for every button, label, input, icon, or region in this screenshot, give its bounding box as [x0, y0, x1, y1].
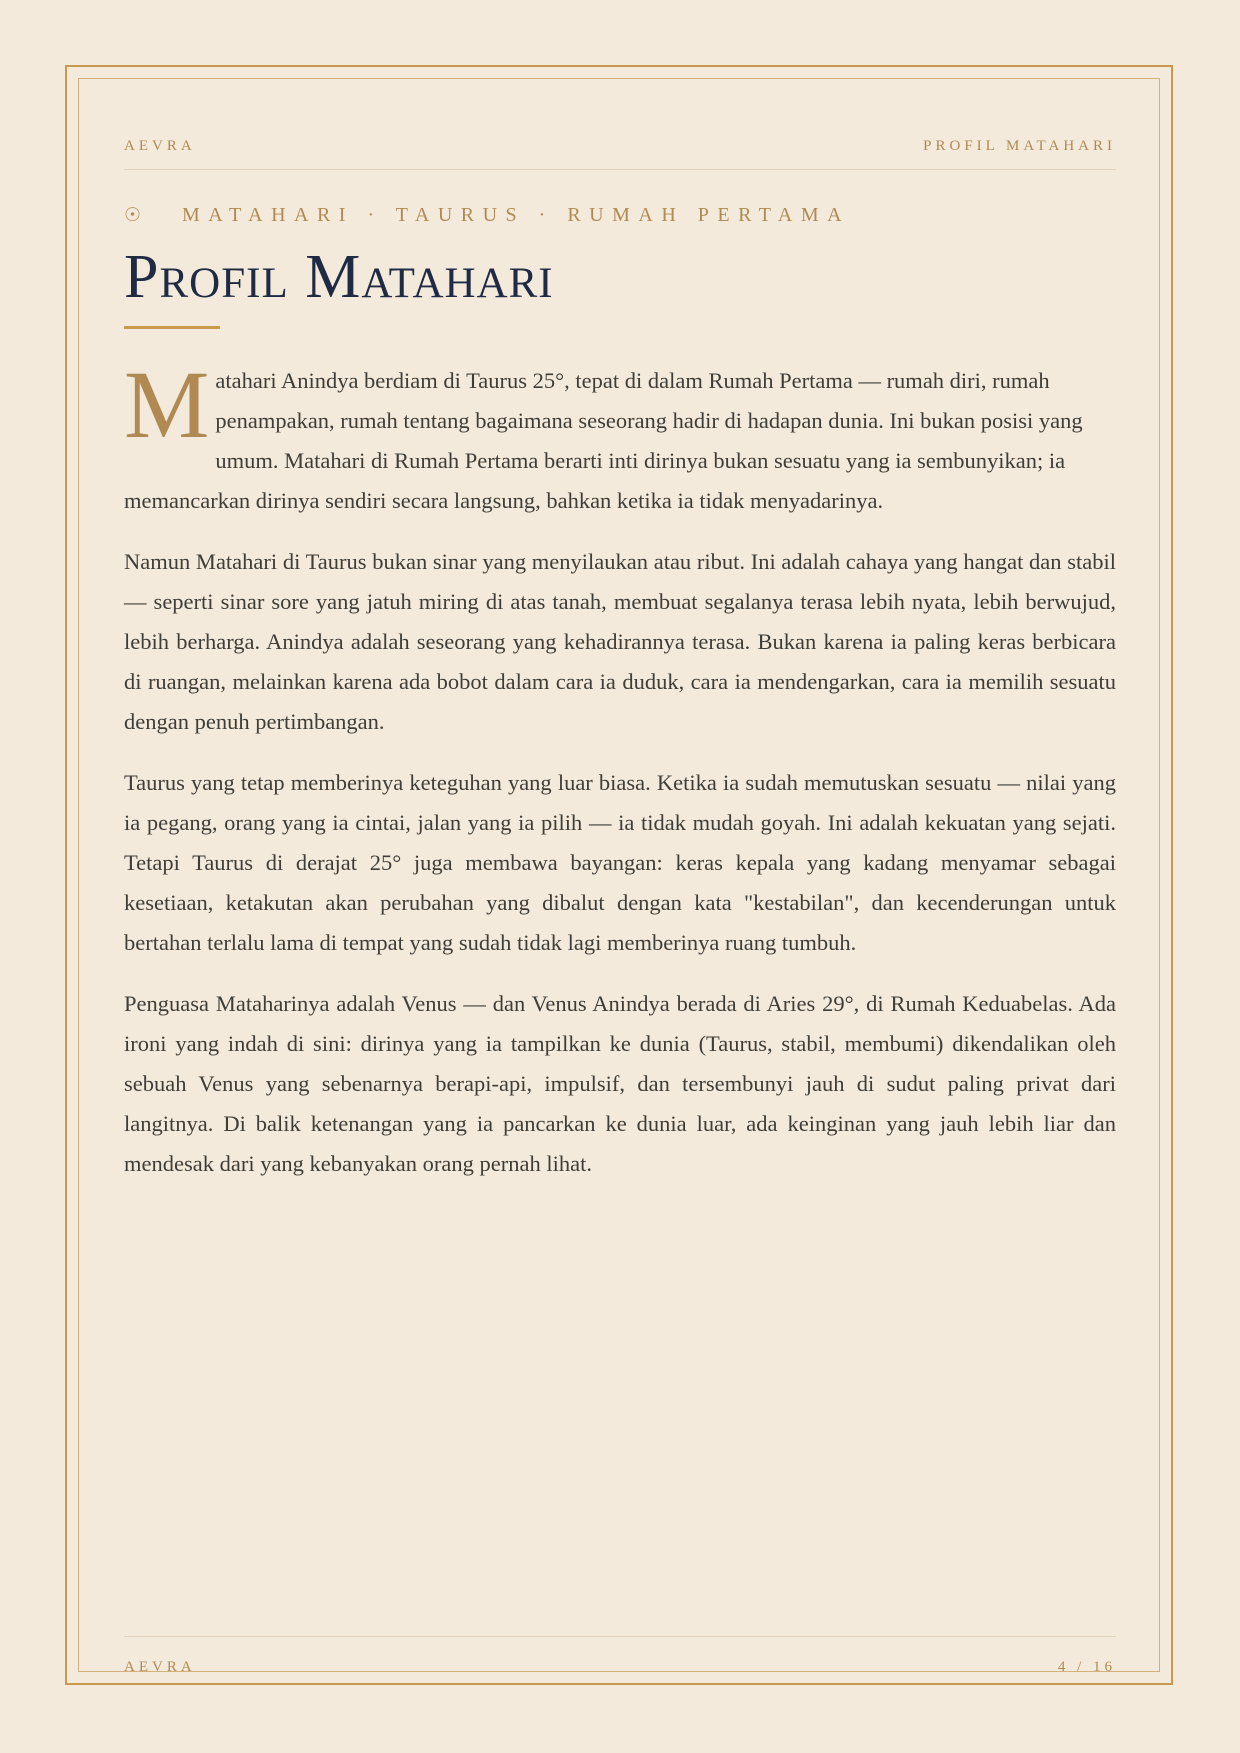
paragraph-4: Penguasa Mataharinya adalah Venus — dan Venus Anindya berada di Aries 29°, di Rumah Keduabelas. Ada ironi yang indah di sini: dirinya yang ia tampilkan ke dunia (Taurus, stabil, membumi) dikendalikan oleh sebuah Venus yang sebenarnya berapi-api, impulsif, dan tersembunyi jauh di sudut paling privat dari langitnya. Di balik ketenangan yang ia pancarkan ke dunia luar, ada keinginan yang jauh lebih liar dan mendesak dari yang kebanyakan orang pernah lihat.	[124, 991, 1116, 1176]
paragraph-2: Namun Matahari di Taurus bukan sinar yang menyilaukan atau ribut. Ini adalah cahaya yang hangat dan stabil — seperti sinar sore yang jatuh miring di atas tanah, membuat segalanya terasa lebih nyata, lebih berwujud, lebih berharga. Anindya adalah seseorang yang kehadirannya terasa. Bukan karena ia paling keras berbicara di ruangan, melainkan karena ada bobot dalam cara ia duduk, cara ia mendengarkan, cara ia memilih sesuatu dengan penuh pertimbangan.	[124, 549, 1116, 734]
header-brand: AEVRA	[124, 138, 196, 154]
article-body	[124, 351, 1116, 1205]
title-underline-rule	[124, 326, 220, 329]
paragraph-3: Taurus yang tetap memberinya keteguhan yang luar biasa. Ketika ia sudah memutuskan sesuatu — nilai yang ia pegang, orang yang ia cintai, jalan yang ia pilih — ia tidak mudah goyah. Ini adalah kekuatan yang sejati. Tetapi Taurus di derajat 25° juga membawa bayangan: keras kepala yang kadang menyamar sebagai kesetiaan, ketakutan akan perubahan yang dibalut dengan kata "kestabilan", dan kecenderungan untuk bertahan terlalu lama di tempat yang sudah tidak lagi memberinya ruang tumbuh.	[124, 770, 1116, 955]
header-section-title: PROFIL MATAHARI	[923, 138, 1116, 154]
sun-symbol-icon: ☉	[124, 205, 142, 226]
page-title: Profil Matahari	[124, 243, 554, 311]
running-footer: AEVRA 4 / 16	[124, 1636, 1116, 1649]
paragraph-1	[124, 351, 1116, 521]
running-header	[124, 138, 1116, 170]
paragraph-1-text: atahari Anindya berdiam di Taurus 25°, tepat di dalam Rumah Pertama — rumah diri, rumah penampakan, rumah tentang bagaimana seseorang hadir di hadapan dunia. Ini bukan posisi yang umum. Matahari di Rumah Pertama berarti inti dirinya bukan sesuatu yang ia sembunyikan; ia memancarkan dirinya sendiri secara langsung, bahkan ketika ia tidak menyadarinya.	[124, 368, 1083, 513]
drop-cap: M	[124, 351, 210, 458]
document-page	[124, 0, 1116, 1753]
section-eyebrow	[124, 204, 850, 227]
eyebrow-text: MATAHARI · TAURUS · RUMAH PERTAMA	[182, 204, 851, 226]
